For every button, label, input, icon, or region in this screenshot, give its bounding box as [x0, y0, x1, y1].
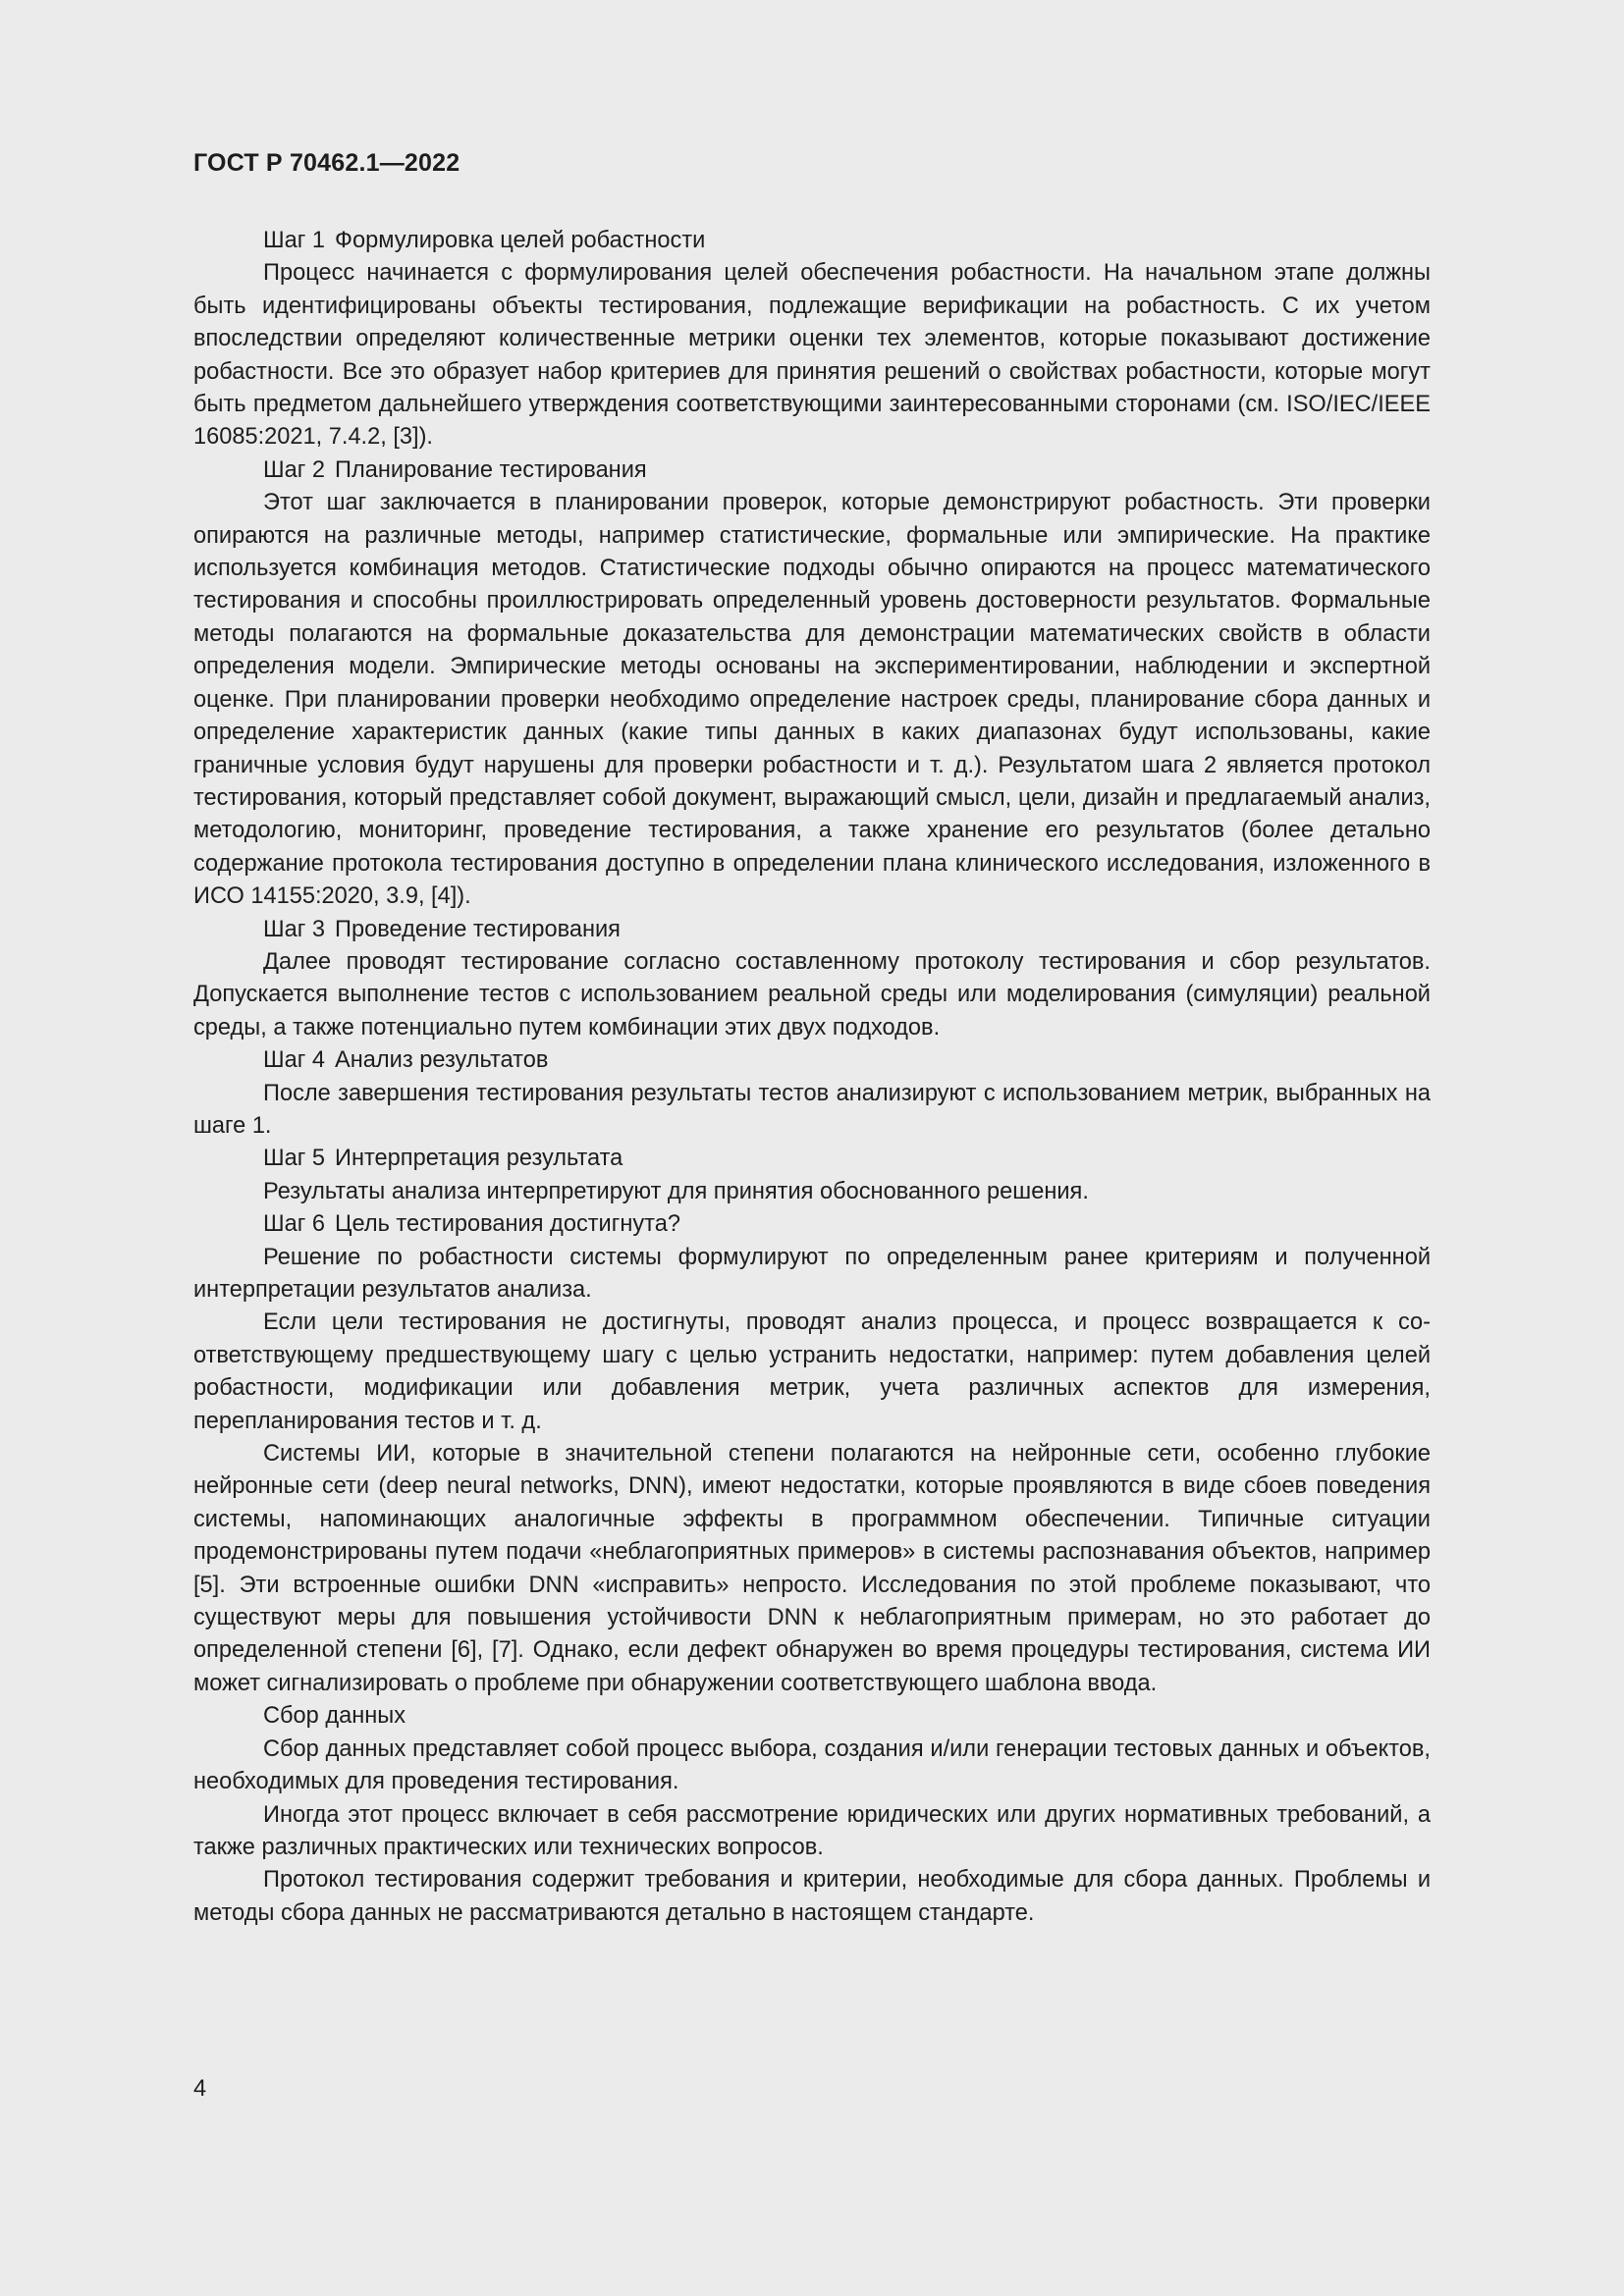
paragraph: Результаты анализа интерпретируют для принятия обоснованного решения.: [263, 1178, 1089, 1204]
paragraph: После завершения тестирования результаты тестов анализируют с использованием метрик, выбранных на шаге 1.: [193, 1080, 1431, 1139]
step-number: Шаг 5: [263, 1146, 326, 1172]
document-body: [193, 225, 1431, 1930]
step-heading: [193, 914, 1431, 946]
step-heading: [193, 454, 1431, 487]
step-heading: [193, 225, 1431, 257]
step-title: Формулировка целей робастности: [335, 228, 706, 253]
step-title: Цель тестирования достигнута?: [335, 1211, 680, 1238]
step-number: Шаг 2: [263, 456, 326, 483]
paragraph: Этот шаг заключается в планировании проверок, которые демонстрируют робастность. Эти проверки опираются на различные методы, например статистические, формальные или эмпирические. На практике используется комбинация методов. Статистические подходы обычно опираются на процесс математического тестирования и способны проиллюстрировать определенный уровень достоверности результатов. Формальные методы полагаются на формальные доказательства для демонстрации математических свойств в области определения модели. Эмпирические методы основаны на экспериментировании, наблюдении и экспертной оценке. При планировании проверки необходимо определение настроек среды, планирование сбора данных и определение характеристик данных (какие типы данных в каких диапазонах будут использованы, какие граничные условия будут нарушены для проверки робастности и т. д.). Результатом шага 2 является протокол тестирования, который представляет собой документ, выражающий смысл, цели, дизайн и предлагаемый анализ, методологию, мониторинг, проведение тестирования, а также хранение его результатов (более детально содержание протокола тестирования доступно в определении плана клинического исследования, изложенного в ИСО 14155:2020, 3.9, [4]).: [193, 490, 1431, 910]
step-heading: [193, 1143, 1431, 1175]
paragraph: Если цели тестирования не достигнуты, проводят анализ процесса, и процесс возвращается к соответствующему предшествующему шагу с целью устранить недостатки, например: путем добавления целей робастности, модификации или добавления метрик, учета различных аспектов для измерения, перепланирования тестов и т. д.: [193, 1309, 1431, 1434]
paragraph: Процесс начинается с формулирования целей обеспечения робастности. На начальном этапе должны быть идентифицированы объекты тестирования, подлежащие верификации на робастность. С их учетом впоследствии определяют количественные метрики оценки тех элементов, которые показывают достижение робастности. Все это образует набор критериев для принятия решений о свойствах робастности, которые могут быть предметом дальнейшего утверждения соответствующими заинтересованными сторонами (см. ISO/IEC/IEEE 16085:2021, 7.4.2, [3]).: [193, 260, 1431, 451]
paragraph: Далее проводят тестирование согласно составленному протоколу тестирования и сбор результатов. Допускается выполнение тестов с использованием реальной среды или моделирования (симуляции) реальной среды, а также потенциально путем комбинации этих двух подходов.: [193, 948, 1431, 1041]
step-title: Планирование тестирования: [335, 456, 647, 483]
section-heading-data-collection: [193, 1700, 1431, 1733]
document-page: [193, 0, 1431, 2296]
paragraph: Протокол тестирования содержит требования и критерии, необходимые для сбора данных. Проблемы и методы сбора данных не рассматриваются детально в настоящем стандарте.: [193, 1867, 1431, 1926]
document-header-title: ГОСТ Р 70462.1—2022: [193, 149, 460, 177]
step-title: Проведение тестирования: [335, 916, 621, 942]
step-title: Интерпретация результата: [335, 1146, 623, 1172]
step-heading: [193, 1208, 1431, 1241]
paragraph: Сбор данных представляет собой процесс выбора, создания и/или генерации тестовых данных и объектов, необходимых для проведения тестирования.: [193, 1735, 1431, 1795]
page-number: 4: [193, 2076, 207, 2102]
paragraph: Иногда этот процесс включает в себя рассмотрение юридических или других нормативных требований, а также различных практических или технических вопросов.: [193, 1801, 1431, 1860]
step-heading: [193, 1044, 1431, 1077]
step-number: Шаг 6: [263, 1211, 326, 1238]
section-title: Сбор данных: [263, 1703, 406, 1730]
paragraph: Системы ИИ, которые в значительной степени полагаются на нейронные сети, особенно глубокие нейронные сети (deep neural networks, DNN), имеют недостатки, которые проявляются в виде сбоев поведения системы, напоминающих аналогичные эффекты в программном обеспечении. Типичные ситуации продемонстрированы путем подачи «неблагоприятных примеров» в системы распознавания объектов, например [5]. Эти встроенные ошибки DNN «исправить» непросто. Исследования по этой проблеме показывают, что существуют меры для повышения устойчивости DNN к неблагоприятным примерам, но это работает до определенной степени [6], [7]. Однако, если дефект обнаружен во время процедуры тестирования, система ИИ может сигнализировать о проблеме при обнаружении соответствующего шаблона ввода.: [193, 1441, 1431, 1696]
step-number: Шаг 4: [263, 1047, 326, 1074]
paragraph: Решение по робастности системы формулируют по определенным ранее критериям и полученной интерпретации результатов анализа.: [193, 1244, 1431, 1303]
step-title: Анализ результатов: [335, 1047, 549, 1074]
step-number: Шаг 1: [263, 228, 326, 253]
step-number: Шаг 3: [263, 916, 326, 942]
